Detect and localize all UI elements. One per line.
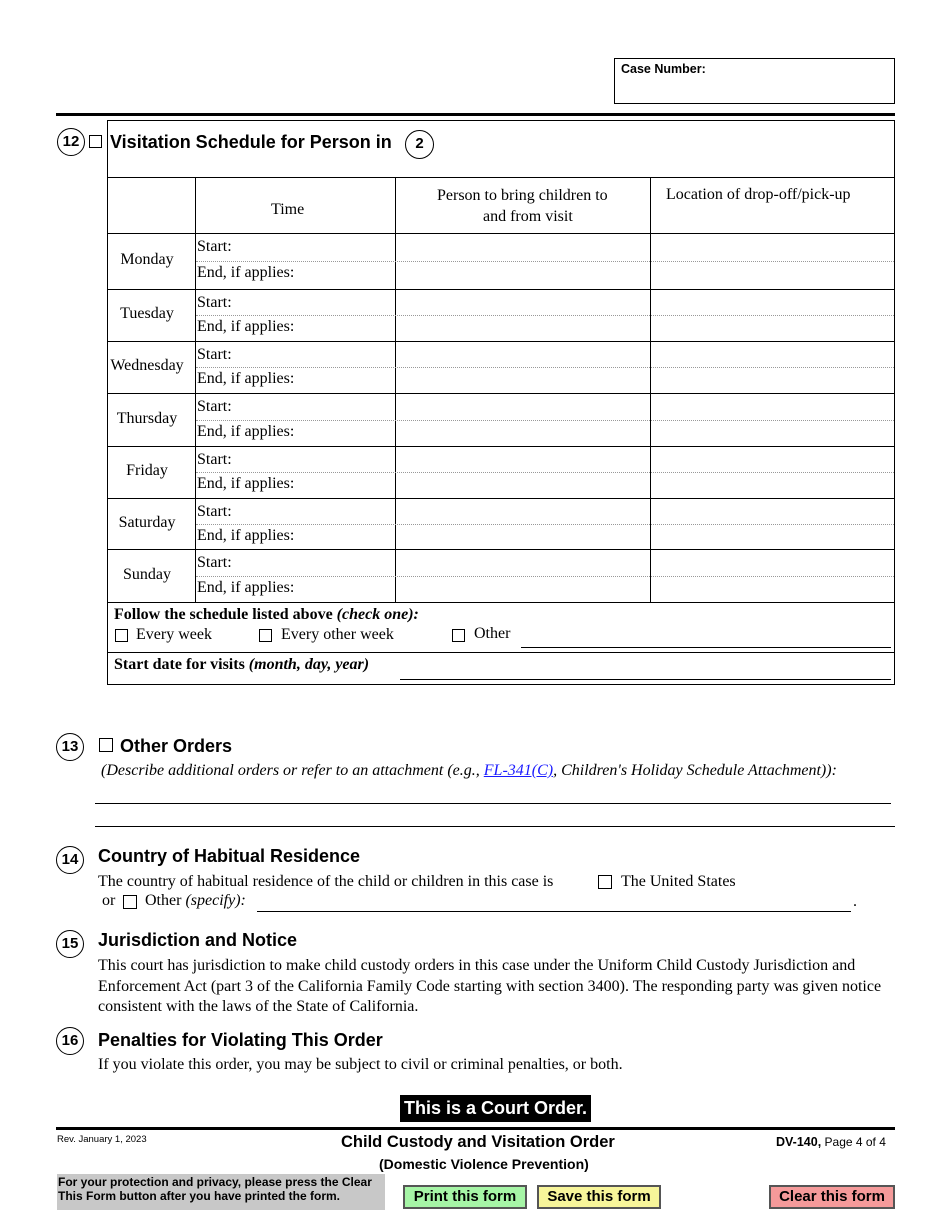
section-12-checkbox[interactable] — [89, 135, 102, 148]
section-13-description: (Describe additional orders or refer to an attachment (e.g., FL-341(C), Children's Holiday Schedule Attachment)): — [101, 762, 837, 779]
row-bottom-line — [107, 289, 895, 290]
row-mid-dotted-line — [196, 315, 894, 316]
end-time-label: End, if applies: — [197, 527, 295, 544]
every-week-checkbox[interactable] — [115, 629, 128, 642]
day-label: Thursday — [116, 410, 178, 427]
end-time-label: End, if applies: — [197, 579, 295, 596]
section-12-title: Visitation Schedule for Person in — [110, 132, 392, 152]
section-14-text: The country of habitual residence of the child or children in this case is — [98, 873, 554, 890]
start-date-label: Start date for visits (month, day, year) — [114, 656, 370, 673]
row-bottom-line — [107, 341, 895, 342]
row-mid-dotted-line — [196, 472, 894, 473]
united-states-checkbox[interactable] — [598, 875, 612, 889]
start-time-label: Start: — [197, 294, 232, 311]
section-16-title: Penalties for Violating This Order — [98, 1030, 383, 1050]
header-rule — [56, 113, 895, 116]
privacy-note: For your protection and privacy, please press the Clear This Form button after you have printed the form. — [57, 1174, 385, 1210]
start-time-label: Start: — [197, 346, 232, 363]
section-13-title: Other Orders — [120, 736, 233, 756]
other-country-input-line[interactable] — [257, 911, 851, 912]
table-header-top-line — [107, 177, 895, 178]
row-bottom-line — [107, 393, 895, 394]
other-country-label: Other (specify): — [145, 892, 246, 909]
row-mid-dotted-line — [196, 261, 894, 262]
start-time-label: Start: — [197, 554, 232, 571]
row-mid-dotted-line — [196, 367, 894, 368]
row-mid-dotted-line — [196, 576, 894, 577]
column-time: Time — [271, 201, 305, 218]
other-label: Other — [474, 625, 511, 642]
other-input-line[interactable] — [521, 647, 891, 648]
form-subtitle: (Domestic Violence Prevention) — [379, 1156, 589, 1172]
case-number-label: Case Number: — [621, 62, 706, 76]
follow-row-bottom-line — [107, 652, 895, 653]
day-label: Friday — [126, 462, 168, 479]
section-14-period: . — [853, 893, 857, 910]
fl-341c-link[interactable]: FL-341(C) — [483, 762, 554, 779]
day-label: Monday — [120, 251, 174, 268]
other-checkbox[interactable] — [452, 629, 465, 642]
column-person-line1: Person to bring children to — [437, 187, 608, 204]
day-label: Wednesday — [110, 357, 184, 374]
clear-button[interactable]: Clear this form — [769, 1185, 895, 1209]
day-label: Saturday — [118, 514, 176, 531]
section-15-text: This court has jurisdiction to make child custody orders in this case under the Uniform Child Custody Jurisdiction and Enforcement Act (part 3 of the California Family Code starting with section 3400). The responding party was given notice consistent with the laws of the State of California. — [98, 957, 882, 1015]
day-label: Sunday — [123, 566, 171, 583]
start-date-input-line[interactable] — [400, 679, 891, 680]
column-person-line2: and from visit — [483, 208, 573, 225]
start-time-label: Start: — [197, 238, 232, 255]
end-time-label: End, if applies: — [197, 318, 295, 335]
other-country-checkbox[interactable] — [123, 895, 137, 909]
end-time-label: End, if applies: — [197, 264, 295, 281]
row-bottom-line — [107, 602, 895, 603]
row-bottom-line — [107, 549, 895, 550]
row-bottom-line — [107, 446, 895, 447]
save-button[interactable]: Save this form — [537, 1185, 661, 1209]
every-other-week-checkbox[interactable] — [259, 629, 272, 642]
follow-schedule-label: Follow the schedule listed above (check one): — [114, 606, 419, 623]
footer-rule — [56, 1127, 895, 1130]
other-orders-line-2[interactable] — [95, 826, 895, 827]
row-mid-dotted-line — [196, 524, 894, 525]
section-number-13: 13 — [56, 733, 84, 761]
person-ref-circle: 2 — [405, 130, 434, 159]
column-divider-2 — [395, 177, 396, 602]
section-number-12: 12 — [57, 128, 85, 156]
case-number-box[interactable] — [614, 58, 895, 104]
column-divider-3 — [650, 177, 651, 602]
print-button[interactable]: Print this form — [403, 1185, 527, 1209]
other-orders-line-1[interactable] — [95, 803, 891, 804]
row-mid-dotted-line — [196, 420, 894, 421]
section-number-15: 15 — [56, 930, 84, 958]
column-location: Location of drop-off/pick-up — [666, 186, 851, 203]
start-time-label: Start: — [197, 451, 232, 468]
section-number-14: 14 — [56, 846, 84, 874]
form-page: DV-140, Page 4 of 4 — [776, 1135, 886, 1149]
form-title: Child Custody and Visitation Order — [341, 1133, 615, 1151]
section-13-checkbox[interactable] — [99, 738, 113, 752]
start-time-label: Start: — [197, 503, 232, 520]
every-other-week-label: Every other week — [281, 626, 394, 643]
section-14-title: Country of Habitual Residence — [98, 846, 361, 866]
end-time-label: End, if applies: — [197, 475, 295, 492]
section-number-16: 16 — [56, 1027, 84, 1055]
court-order-banner: This is a Court Order. — [400, 1095, 591, 1122]
end-time-label: End, if applies: — [197, 423, 295, 440]
column-divider-1 — [195, 177, 196, 602]
or-label: or — [102, 892, 116, 909]
revision-date: Rev. January 1, 2023 — [57, 1134, 147, 1145]
form-id: DV-140, — [776, 1135, 822, 1149]
start-time-label: Start: — [197, 398, 232, 415]
united-states-label: The United States — [621, 873, 736, 890]
day-label: Tuesday — [120, 305, 174, 322]
table-header-bottom-line — [107, 233, 895, 234]
section-15-title: Jurisdiction and Notice — [98, 930, 298, 950]
every-week-label: Every week — [136, 626, 212, 643]
end-time-label: End, if applies: — [197, 370, 295, 387]
section-16-text: If you violate this order, you may be subject to civil or criminal penalties, or both. — [98, 1056, 623, 1073]
row-bottom-line — [107, 498, 895, 499]
